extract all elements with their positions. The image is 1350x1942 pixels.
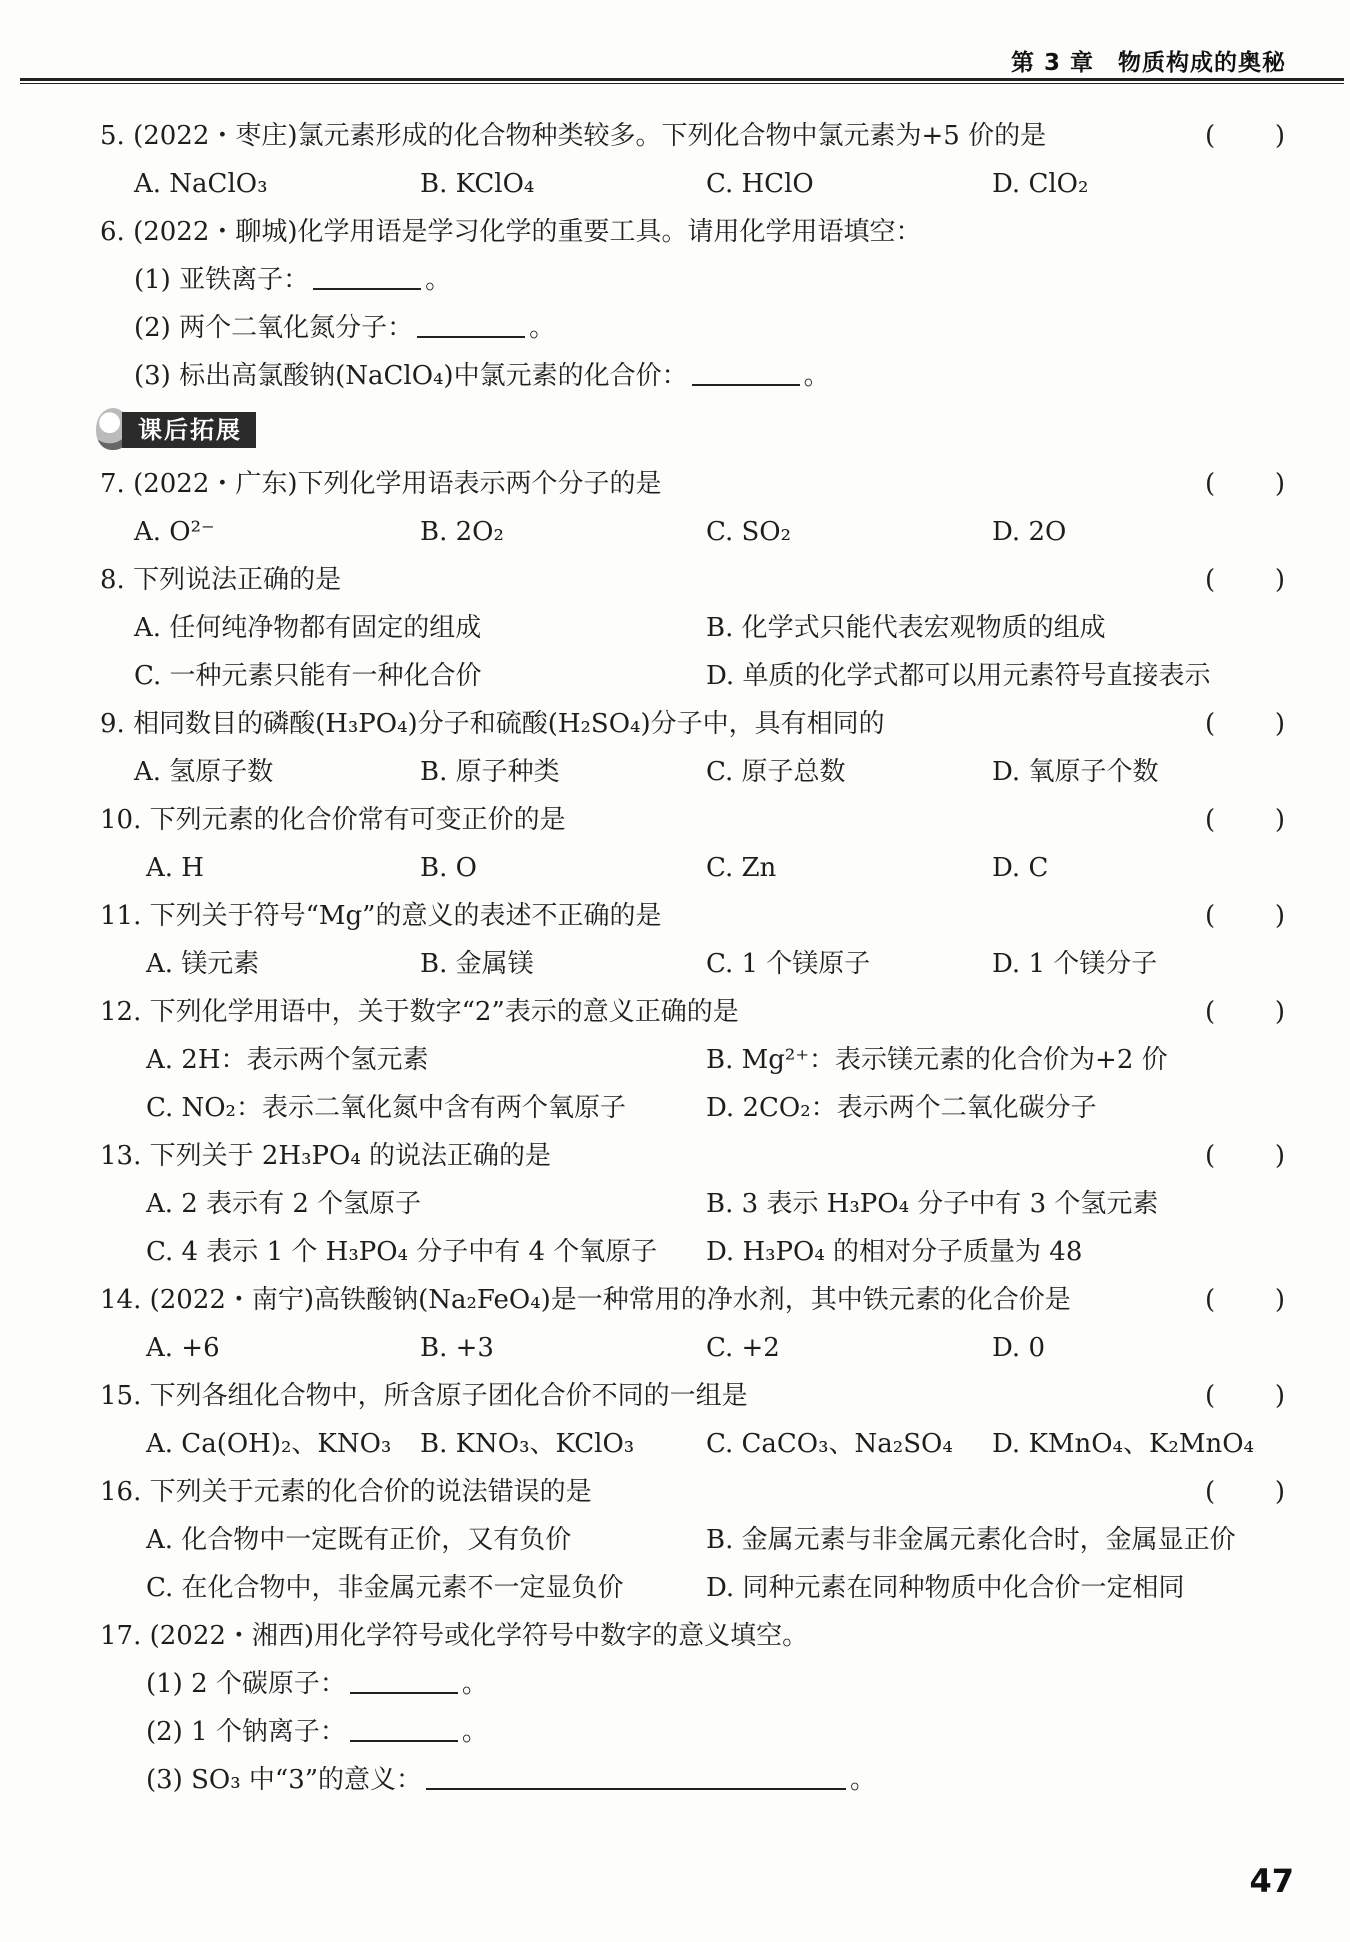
question-7 [100, 460, 1285, 508]
question-6 [100, 208, 1285, 256]
option-c[interactable]: C. HClO [706, 169, 814, 199]
sub-question-text: (3) SO₃ 中“3”的意义： [146, 1765, 423, 1795]
question-8 [100, 556, 1285, 604]
options-row [100, 604, 1285, 652]
option-b[interactable]: B. 2O₂ [420, 517, 504, 547]
option-d[interactable]: D. 1 个镁分子 [992, 949, 1158, 979]
options-row [100, 1084, 1285, 1132]
options-row [100, 844, 1285, 892]
bracket-right: ) [1274, 565, 1285, 595]
question-stem: 15. 下列各组化合物中，所含原子团化合价不同的一组是 [100, 1381, 748, 1411]
question-stem: 6. (2022・聊城)化学用语是学习化学的重要工具。请用化学用语填空： [100, 217, 922, 247]
sub-question-end: 。 [461, 1669, 488, 1699]
answer-blank[interactable] [426, 1760, 846, 1790]
bracket-right: ) [1274, 121, 1285, 151]
bracket-left: ( [1205, 1381, 1216, 1411]
option-b[interactable]: B. O [420, 853, 477, 883]
option-b[interactable]: B. Mg²⁺：表示镁元素的化合价为+2 价 [706, 1045, 1168, 1075]
options-row [100, 160, 1285, 208]
question-11 [100, 892, 1285, 940]
option-a[interactable]: A. 化合物中一定既有正价，又有负价 [146, 1525, 572, 1555]
option-a[interactable]: A. 2H：表示两个氢元素 [146, 1045, 429, 1075]
question-17 [100, 1612, 1285, 1660]
question-14 [100, 1276, 1285, 1324]
bracket-left: ( [1205, 121, 1216, 151]
sub-question-end: 。 [803, 361, 830, 391]
option-a[interactable]: A. 2 表示有 2 个氢原子 [146, 1189, 422, 1219]
option-c[interactable]: C. Zn [706, 853, 777, 883]
answer-blank[interactable] [417, 308, 525, 338]
option-c[interactable]: C. 一种元素只能有一种化合价 [134, 661, 482, 691]
question-stem: 10. 下列元素的化合价常有可变正价的是 [100, 805, 566, 835]
option-d[interactable]: D. ClO₂ [992, 169, 1089, 199]
options-row [100, 940, 1285, 988]
page-number: 47 [1249, 1862, 1294, 1900]
options-row [100, 1516, 1285, 1564]
sub-question-text: (2) 1 个钠离子： [146, 1717, 346, 1747]
question-stem: 8. 下列说法正确的是 [100, 565, 342, 595]
question-16 [100, 1468, 1285, 1516]
bracket-left: ( [1205, 1141, 1216, 1171]
options-row [100, 652, 1285, 700]
option-c[interactable]: C. +2 [706, 1333, 780, 1363]
sub-question-end: 。 [425, 265, 452, 295]
bracket-left: ( [1205, 565, 1216, 595]
question-stem: 12. 下列化学用语中，关于数字“2”表示的意义正确的是 [100, 997, 739, 1027]
option-c[interactable]: C. 4 表示 1 个 H₃PO₄ 分子中有 4 个氧原子 [146, 1237, 658, 1267]
sub-question-text: (3) 标出高氯酸钠(NaClO₄)中氯元素的化合价： [134, 361, 688, 391]
question-9 [100, 700, 1285, 748]
question-10 [100, 796, 1285, 844]
sub-question-text: (1) 亚铁离子： [134, 265, 310, 295]
sub-question-2 [100, 304, 1285, 352]
sub-question-text: (1) 2 个碳原子： [146, 1669, 346, 1699]
option-d[interactable]: D. 单质的化学式都可以用元素符号直接表示 [706, 661, 1211, 691]
option-a[interactable]: A. O²⁻ [134, 517, 215, 547]
bracket-left: ( [1205, 709, 1216, 739]
option-d[interactable]: D. KMnO₄、K₂MnO₄ [992, 1429, 1254, 1459]
option-c[interactable]: C. SO₂ [706, 517, 792, 547]
option-c[interactable]: C. NO₂：表示二氧化氮中含有两个氧原子 [146, 1093, 626, 1123]
page-header [0, 36, 1350, 82]
option-c[interactable]: C. CaCO₃、Na₂SO₄ [706, 1429, 953, 1459]
option-d[interactable]: D. C [992, 853, 1049, 883]
bracket-right: ) [1274, 805, 1285, 835]
option-c[interactable]: C. 在化合物中，非金属元素不一定显负价 [146, 1573, 624, 1603]
bracket-right: ) [1274, 1381, 1285, 1411]
options-row [100, 508, 1285, 556]
sub-question-end: 。 [461, 1717, 488, 1747]
question-stem: 13. 下列关于 2H₃PO₄ 的说法正确的是 [100, 1141, 552, 1171]
bracket-right: ) [1274, 1141, 1285, 1171]
section-title: 课后拓展 [122, 412, 256, 448]
sub-question-1 [100, 1660, 1285, 1708]
bracket-right: ) [1274, 469, 1285, 499]
option-b[interactable]: B. KNO₃、KClO₃ [420, 1429, 635, 1459]
option-b[interactable]: B. +3 [420, 1333, 494, 1363]
question-15 [100, 1372, 1285, 1420]
option-a[interactable]: A. NaClO₃ [134, 169, 268, 199]
option-d[interactable]: D. 0 [992, 1333, 1045, 1363]
option-b[interactable]: B. KClO₄ [420, 169, 535, 199]
option-a[interactable]: A. +6 [146, 1333, 220, 1363]
sub-question-text: (2) 两个二氧化氮分子： [134, 313, 414, 343]
bracket-left: ( [1205, 1285, 1216, 1315]
option-b[interactable]: B. 化学式只能代表宏观物质的组成 [706, 613, 1106, 643]
answer-blank[interactable] [692, 356, 800, 386]
options-row [100, 748, 1285, 796]
option-a[interactable]: A. Ca(OH)₂、KNO₃ [146, 1429, 392, 1459]
header-rule [20, 78, 1344, 81]
options-row [100, 1180, 1285, 1228]
option-a[interactable]: A. 氢原子数 [134, 757, 274, 787]
question-13 [100, 1132, 1285, 1180]
option-a[interactable]: A. 任何纯净物都有固定的组成 [134, 613, 482, 643]
bracket-left: ( [1205, 805, 1216, 835]
option-a[interactable]: A. H [146, 853, 204, 883]
option-b[interactable]: B. 金属镁 [420, 949, 534, 979]
question-stem: 17. (2022・湘西)用化学符号或化学符号中数字的意义填空。 [100, 1621, 809, 1651]
chapter-title: 第 3 章 物质构成的奥秘 [1010, 50, 1286, 76]
bracket-left: ( [1205, 901, 1216, 931]
bracket-left: ( [1205, 469, 1216, 499]
question-stem: 7. (2022・广东)下列化学用语表示两个分子的是 [100, 469, 662, 499]
option-d[interactable]: D. 同种元素在同种物质中化合价一定相同 [706, 1573, 1185, 1603]
sub-question-3 [100, 1756, 1285, 1804]
sub-question-2 [100, 1708, 1285, 1756]
option-c[interactable]: C. 1 个镁原子 [706, 949, 871, 979]
option-d[interactable]: D. H₃PO₄ 的相对分子质量为 48 [706, 1237, 1083, 1267]
question-stem: 11. 下列关于符号“Mg”的意义的表述不正确的是 [100, 901, 662, 931]
bracket-right: ) [1274, 997, 1285, 1027]
options-row [100, 1564, 1285, 1612]
option-b[interactable]: B. 3 表示 H₃PO₄ 分子中有 3 个氢元素 [706, 1189, 1159, 1219]
option-a[interactable]: A. 镁元素 [146, 949, 260, 979]
option-d[interactable]: D. 氧原子个数 [992, 757, 1159, 787]
sub-question-end: 。 [850, 1765, 877, 1795]
bracket-right: ) [1274, 901, 1285, 931]
sub-question-3 [100, 352, 1285, 400]
question-12 [100, 988, 1285, 1036]
options-row [100, 1420, 1285, 1468]
option-b[interactable]: B. 原子种类 [420, 757, 560, 787]
options-row [100, 1036, 1285, 1084]
option-d[interactable]: D. 2CO₂：表示两个二氧化碳分子 [706, 1093, 1097, 1123]
answer-blank[interactable] [350, 1712, 458, 1742]
header-rule-thin [20, 83, 1344, 84]
bracket-right: ) [1274, 709, 1285, 739]
section-banner [100, 406, 1285, 456]
sub-question-1 [100, 256, 1285, 304]
bracket-left: ( [1205, 997, 1216, 1027]
questions-area [100, 112, 1285, 1804]
option-d[interactable]: D. 2O [992, 517, 1067, 547]
question-stem: 9. 相同数目的磷酸(H₃PO₄)分子和硫酸(H₂SO₄)分子中，具有相同的 [100, 709, 885, 739]
answer-blank[interactable] [350, 1664, 458, 1694]
sub-question-end: 。 [529, 313, 556, 343]
bracket-left: ( [1205, 1477, 1216, 1507]
option-b[interactable]: B. 金属元素与非金属元素化合时，金属显正价 [706, 1525, 1236, 1555]
question-stem: 5. (2022・枣庄)氯元素形成的化合物种类较多。下列化合物中氯元素为+5 价的是 [100, 121, 1047, 151]
question-stem: 16. 下列关于元素的化合价的说法错误的是 [100, 1477, 592, 1507]
bracket-right: ) [1274, 1477, 1285, 1507]
option-c[interactable]: C. 原子总数 [706, 757, 846, 787]
question-stem: 14. (2022・南宁)高铁酸钠(Na₂FeO₄)是一种常用的净水剂，其中铁元素的化合价是 [100, 1285, 1071, 1315]
options-row [100, 1228, 1285, 1276]
question-5 [100, 112, 1285, 160]
options-row [100, 1324, 1285, 1372]
answer-blank[interactable] [313, 260, 421, 290]
bracket-right: ) [1274, 1285, 1285, 1315]
